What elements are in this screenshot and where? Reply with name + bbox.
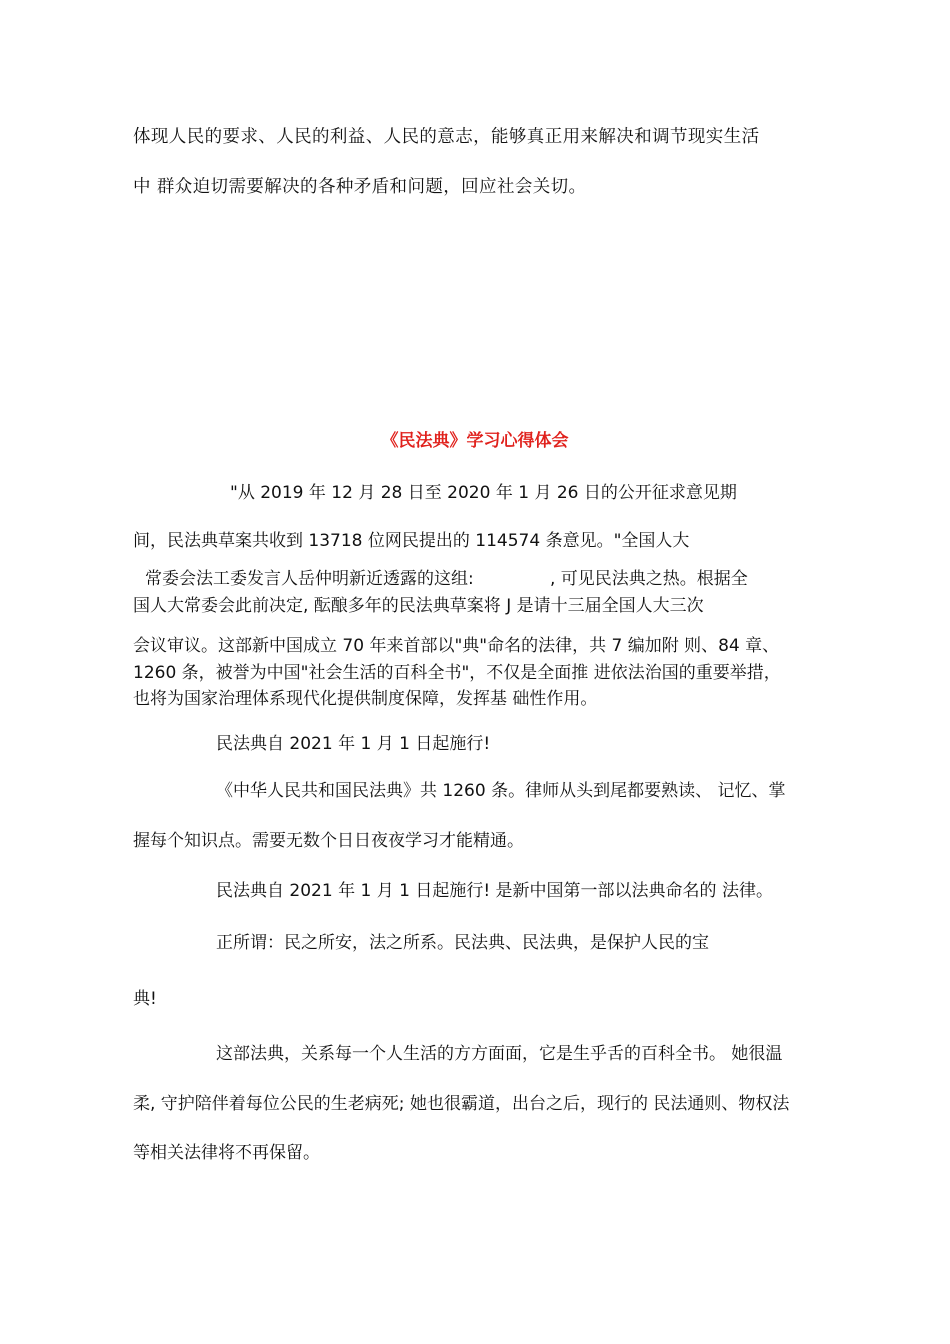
paragraph-1-line-3a: 常委会法工委发言人岳仲明新近透露的这组: bbox=[145, 569, 474, 589]
paragraph-1-line-7: 也将为国家治理体系现代化提供制度保障，发挥基 础性作用。 bbox=[133, 689, 598, 709]
paragraph-4: 民法典自 2021 年 1 月 1 日起施行! 是新中国第一部以法典命名的 法律。 bbox=[216, 881, 773, 901]
paragraph-6-line-3: 等相关法律将不再保留。 bbox=[133, 1143, 320, 1163]
paragraph-5-line-2: 典! bbox=[133, 989, 157, 1009]
paragraph-3-line-1: 《中华人民共和国民法典》共 1260 条。律师从头到尾都要熟读、 记忆、掌 bbox=[216, 781, 786, 801]
paragraph-3-line-2: 握每个知识点。需要无数个日日夜夜学习才能精通。 bbox=[133, 831, 524, 851]
paragraph-2: 民法典自 2021 年 1 月 1 日起施行! bbox=[216, 734, 491, 754]
paragraph-1-line-6: 1260 条，被誉为中国"社会生活的百科全书"，不仅是全面推 进依法治国的重要举措， bbox=[133, 663, 781, 683]
document-title: 《民法典》学习心得体会 bbox=[381, 431, 569, 451]
top-paragraph-line-2: 中 群众迫切需要解决的各种矛盾和问题，回应社会关切。 bbox=[133, 177, 587, 197]
paragraph-5-line-1: 正所谓：民之所安，法之所系。民法典、民法典，是保护人民的宝 bbox=[216, 933, 709, 953]
paragraph-6-line-1: 这部法典，关系每一个人生活的方方面面，它是生乎舌的百科全书。 她很温 bbox=[216, 1044, 783, 1064]
paragraph-1-line-2: 间，民法典草案共收到 13718 位网民提出的 114574 条意见。"全国人大 bbox=[133, 531, 690, 551]
paragraph-1-line-1: "从 2019 年 12 月 28 日至 2020 年 1 月 26 日的公开征求意见期 bbox=[230, 483, 737, 503]
paragraph-1-line-3b: , 可见民法典之热。根据全 bbox=[550, 569, 748, 589]
paragraph-6-line-2: 柔, 守护陪伴着每位公民的生老病死; 她也很霸道，出台之后，现行的 民法通则、物权法 bbox=[133, 1094, 790, 1114]
paragraph-1-line-5: 会议审议。这部新中国成立 70 年来首部以"典"命名的法律，共 7 编加附 则、84 章、 bbox=[133, 636, 780, 656]
top-paragraph-line-1: 体现人民的要求、人民的利益、人民的意志，能够真正用来解决和调节现实生活 bbox=[133, 127, 760, 147]
paragraph-1-line-4: 国人大常委会此前决定, 酝酿多年的民法典草案将 J 是请十三届全国人大三次 bbox=[133, 596, 704, 616]
